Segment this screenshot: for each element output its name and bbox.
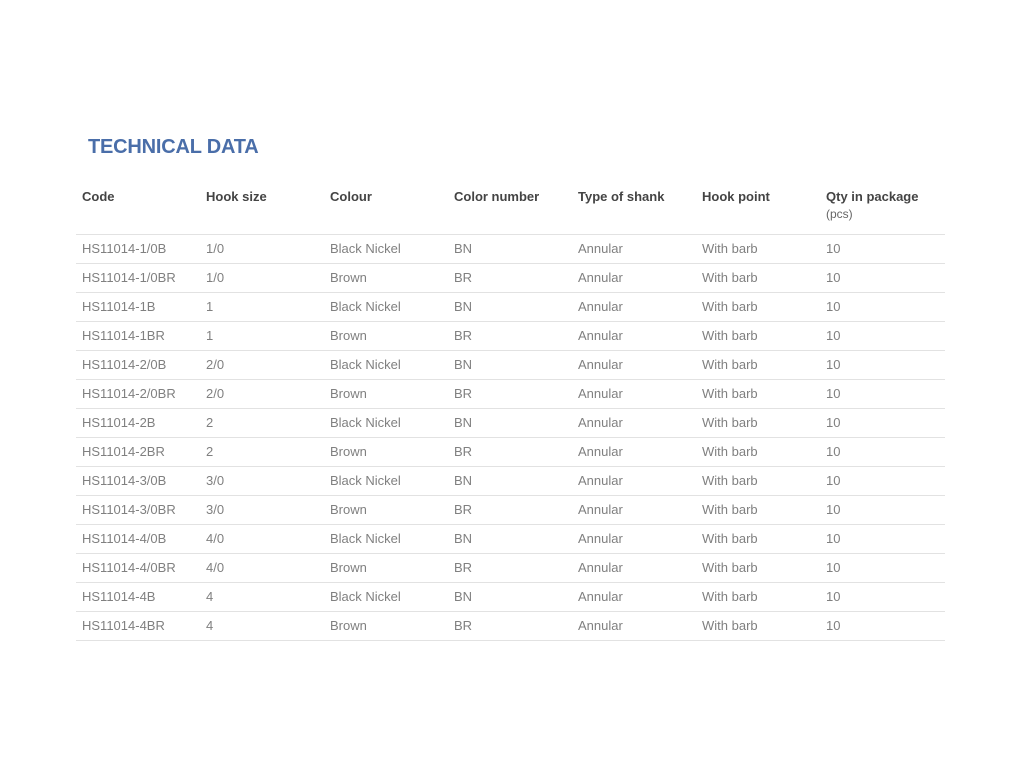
- cell-code: HS11014-4/0B: [76, 525, 200, 554]
- cell-qty-in-package: 10: [820, 293, 945, 322]
- cell-qty-in-package: 10: [820, 583, 945, 612]
- cell-type-of-shank: Annular: [572, 264, 696, 293]
- cell-qty-in-package: 10: [820, 496, 945, 525]
- cell-type-of-shank: Annular: [572, 467, 696, 496]
- cell-qty-in-package: 10: [820, 409, 945, 438]
- table-row: [76, 351, 945, 380]
- table-row: [76, 525, 945, 554]
- cell-hook-point: With barb: [696, 380, 820, 409]
- cell-code: HS11014-4B: [76, 583, 200, 612]
- cell-hook-point: With barb: [696, 467, 820, 496]
- header-row: [76, 183, 945, 235]
- cell-hook-size: 2: [200, 409, 324, 438]
- column-header-label: Type of shank: [578, 189, 665, 204]
- cell-color-number: BR: [448, 554, 572, 583]
- cell-hook-point: With barb: [696, 496, 820, 525]
- cell-hook-point: With barb: [696, 322, 820, 351]
- cell-color-number: BN: [448, 467, 572, 496]
- cell-colour: Brown: [324, 554, 448, 583]
- column-header-type-of-shank: [572, 183, 696, 235]
- cell-colour: Black Nickel: [324, 409, 448, 438]
- cell-hook-size: 2: [200, 438, 324, 467]
- cell-code: HS11014-3/0B: [76, 467, 200, 496]
- cell-hook-size: 2/0: [200, 351, 324, 380]
- column-header-unit: (pcs): [826, 207, 853, 221]
- cell-hook-point: With barb: [696, 351, 820, 380]
- column-header-label: Code: [82, 189, 115, 204]
- column-header-label: Color number: [454, 189, 540, 204]
- cell-hook-size: 4: [200, 583, 324, 612]
- cell-color-number: BN: [448, 409, 572, 438]
- cell-color-number: BR: [448, 612, 572, 641]
- cell-qty-in-package: 10: [820, 351, 945, 380]
- cell-code: HS11014-2/0BR: [76, 380, 200, 409]
- cell-code: HS11014-3/0BR: [76, 496, 200, 525]
- table-row: [76, 467, 945, 496]
- column-header-code: [76, 183, 200, 235]
- cell-colour: Brown: [324, 612, 448, 641]
- cell-type-of-shank: Annular: [572, 496, 696, 525]
- cell-type-of-shank: Annular: [572, 583, 696, 612]
- cell-type-of-shank: Annular: [572, 554, 696, 583]
- table-row: [76, 583, 945, 612]
- table-row: [76, 612, 945, 641]
- cell-color-number: BR: [448, 496, 572, 525]
- table-row: [76, 235, 945, 264]
- cell-colour: Black Nickel: [324, 235, 448, 264]
- cell-hook-size: 1/0: [200, 235, 324, 264]
- cell-colour: Brown: [324, 438, 448, 467]
- column-header-color-number: [448, 183, 572, 235]
- cell-code: HS11014-2B: [76, 409, 200, 438]
- cell-qty-in-package: 10: [820, 554, 945, 583]
- cell-hook-point: With barb: [696, 409, 820, 438]
- cell-qty-in-package: 10: [820, 438, 945, 467]
- cell-color-number: BN: [448, 525, 572, 554]
- cell-colour: Black Nickel: [324, 467, 448, 496]
- cell-code: HS11014-1/0BR: [76, 264, 200, 293]
- column-header-hook-size: [200, 183, 324, 235]
- cell-type-of-shank: Annular: [572, 525, 696, 554]
- cell-qty-in-package: 10: [820, 322, 945, 351]
- table-body: [76, 235, 945, 641]
- cell-code: HS11014-1/0B: [76, 235, 200, 264]
- table-row: [76, 496, 945, 525]
- cell-hook-size: 1/0: [200, 264, 324, 293]
- column-header-label: Hook point: [702, 189, 770, 204]
- column-header-label: Hook size: [206, 189, 267, 204]
- cell-qty-in-package: 10: [820, 235, 945, 264]
- cell-hook-size: 4/0: [200, 525, 324, 554]
- cell-colour: Black Nickel: [324, 583, 448, 612]
- table-row: [76, 264, 945, 293]
- cell-code: HS11014-4BR: [76, 612, 200, 641]
- cell-code: HS11014-1B: [76, 293, 200, 322]
- cell-code: HS11014-1BR: [76, 322, 200, 351]
- cell-hook-point: With barb: [696, 264, 820, 293]
- cell-hook-point: With barb: [696, 235, 820, 264]
- table-row: [76, 554, 945, 583]
- cell-qty-in-package: 10: [820, 264, 945, 293]
- cell-qty-in-package: 10: [820, 612, 945, 641]
- cell-type-of-shank: Annular: [572, 351, 696, 380]
- cell-type-of-shank: Annular: [572, 612, 696, 641]
- table-row: [76, 409, 945, 438]
- cell-qty-in-package: 10: [820, 380, 945, 409]
- column-header-hook-point: [696, 183, 820, 235]
- table-header: [76, 183, 945, 235]
- cell-hook-size: 3/0: [200, 467, 324, 496]
- cell-hook-size: 1: [200, 293, 324, 322]
- cell-hook-point: With barb: [696, 554, 820, 583]
- cell-color-number: BN: [448, 235, 572, 264]
- cell-colour: Black Nickel: [324, 351, 448, 380]
- cell-hook-point: With barb: [696, 583, 820, 612]
- cell-hook-size: 4/0: [200, 554, 324, 583]
- cell-hook-size: 2/0: [200, 380, 324, 409]
- cell-type-of-shank: Annular: [572, 235, 696, 264]
- column-header-label: Qty in package: [826, 189, 919, 204]
- table-row: [76, 293, 945, 322]
- cell-color-number: BR: [448, 438, 572, 467]
- cell-type-of-shank: Annular: [572, 380, 696, 409]
- cell-colour: Brown: [324, 496, 448, 525]
- technical-data-table: [76, 183, 945, 641]
- column-header-qty-in-package: [820, 183, 945, 235]
- column-header-colour: [324, 183, 448, 235]
- cell-type-of-shank: Annular: [572, 438, 696, 467]
- cell-hook-point: With barb: [696, 293, 820, 322]
- table-row: [76, 322, 945, 351]
- cell-type-of-shank: Annular: [572, 409, 696, 438]
- cell-type-of-shank: Annular: [572, 322, 696, 351]
- cell-hook-point: With barb: [696, 438, 820, 467]
- cell-color-number: BR: [448, 322, 572, 351]
- cell-color-number: BN: [448, 351, 572, 380]
- cell-qty-in-package: 10: [820, 525, 945, 554]
- cell-hook-size: 3/0: [200, 496, 324, 525]
- cell-hook-size: 4: [200, 612, 324, 641]
- column-header-label: Colour: [330, 189, 372, 204]
- cell-colour: Brown: [324, 264, 448, 293]
- cell-color-number: BR: [448, 380, 572, 409]
- cell-hook-point: With barb: [696, 525, 820, 554]
- cell-colour: Brown: [324, 380, 448, 409]
- cell-hook-size: 1: [200, 322, 324, 351]
- cell-colour: Black Nickel: [324, 525, 448, 554]
- cell-type-of-shank: Annular: [572, 293, 696, 322]
- cell-color-number: BN: [448, 293, 572, 322]
- cell-qty-in-package: 10: [820, 467, 945, 496]
- cell-code: HS11014-2/0B: [76, 351, 200, 380]
- cell-code: HS11014-4/0BR: [76, 554, 200, 583]
- cell-colour: Black Nickel: [324, 293, 448, 322]
- cell-code: HS11014-2BR: [76, 438, 200, 467]
- cell-color-number: BR: [448, 264, 572, 293]
- table-row: [76, 438, 945, 467]
- cell-hook-point: With barb: [696, 612, 820, 641]
- section-title: TECHNICAL DATA: [88, 136, 259, 158]
- table-row: [76, 380, 945, 409]
- cell-colour: Brown: [324, 322, 448, 351]
- cell-color-number: BN: [448, 583, 572, 612]
